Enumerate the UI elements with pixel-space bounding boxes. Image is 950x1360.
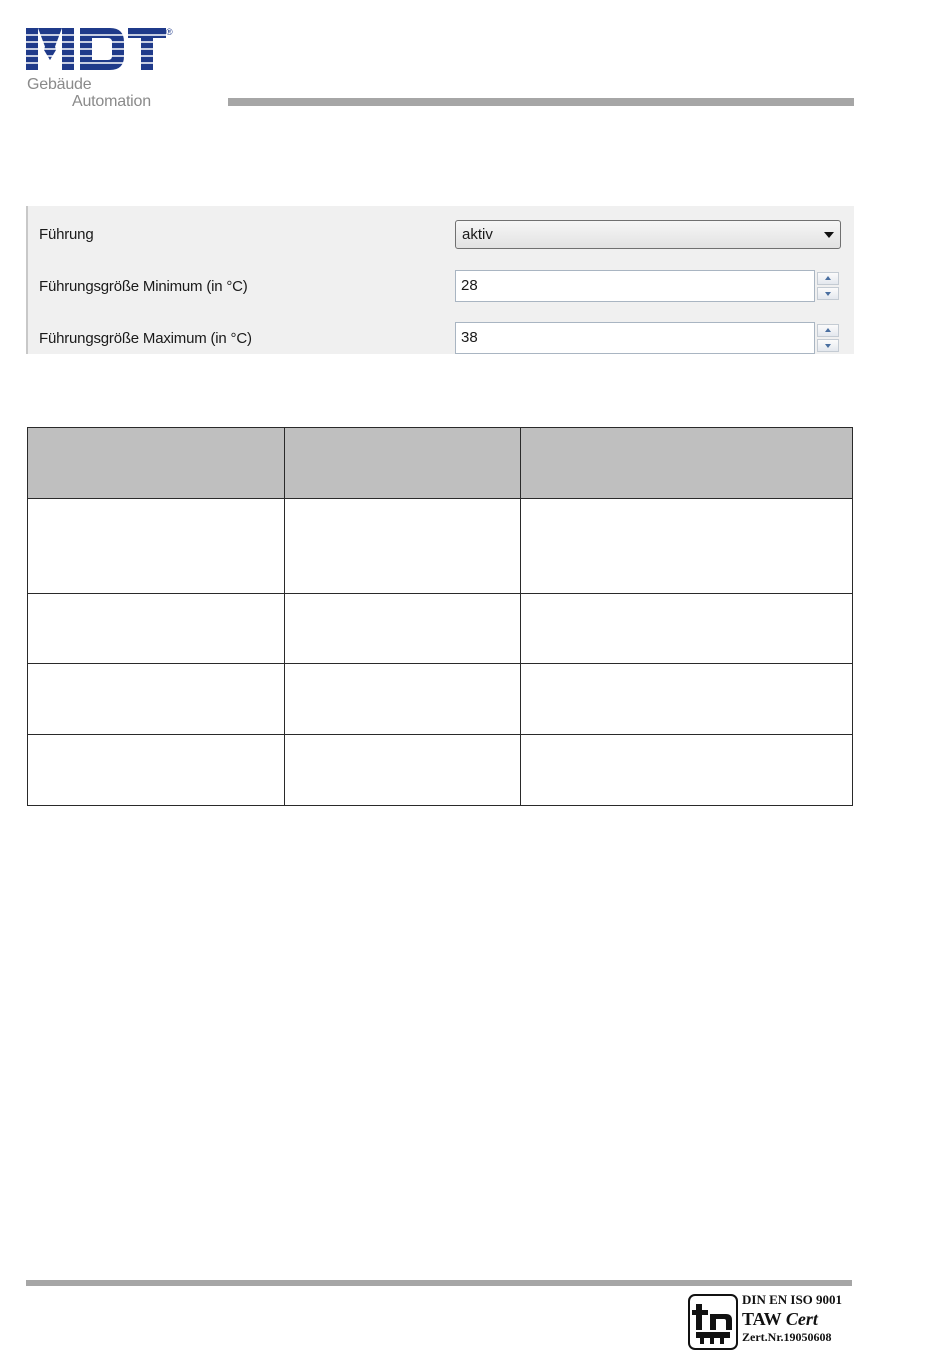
parameter-table: [27, 427, 853, 806]
svg-text:®: ®: [166, 27, 173, 37]
cert-brand-taw: TAW: [742, 1309, 782, 1329]
table-cell: [285, 499, 521, 594]
cert-brand-cert: Cert: [785, 1309, 818, 1329]
header-rule: [228, 98, 854, 106]
chevron-down-icon: [824, 232, 834, 238]
table-cell: [521, 664, 853, 735]
maximum-stepper[interactable]: [817, 324, 841, 354]
taw-cert-logo: [688, 1294, 738, 1350]
fuehrung-dropdown[interactable]: [455, 220, 841, 249]
param-label-minimum: Führungsgröße Minimum (in °C): [39, 278, 248, 295]
taw-cert-icon: [690, 1296, 736, 1348]
table-cell: [285, 735, 521, 806]
minimum-stepper[interactable]: [817, 272, 841, 302]
table-header-cell: [285, 428, 521, 499]
table-cell: [28, 664, 285, 735]
table-header-row: [28, 428, 853, 499]
dropdown-value: aktiv: [462, 226, 493, 243]
table-row: [28, 664, 853, 735]
arrow-down-icon: [825, 344, 831, 348]
table-cell: [28, 735, 285, 806]
minimum-input[interactable]: [455, 270, 815, 302]
minimum-value: 28: [461, 277, 478, 294]
table-cell: [521, 735, 853, 806]
table-cell: [285, 664, 521, 735]
minimum-increment-button[interactable]: [817, 272, 839, 285]
maximum-input[interactable]: [455, 322, 815, 354]
logo-text-gebaeude: Gebäude: [27, 76, 92, 93]
mdt-logo-mark: [26, 26, 176, 74]
table-row: [28, 499, 853, 594]
cert-number: Zert.Nr.19050608: [742, 1330, 832, 1344]
table-cell: [28, 499, 285, 594]
table-header-cell: [28, 428, 285, 499]
maximum-decrement-button[interactable]: [817, 339, 839, 352]
certification-text: [742, 1292, 842, 1345]
arrow-up-icon: [825, 276, 831, 280]
cert-standard: DIN EN ISO 9001: [742, 1292, 843, 1307]
mdt-logo: [26, 26, 176, 116]
table-cell: [285, 594, 521, 664]
param-label-maximum: Führungsgröße Maximum (in °C): [39, 330, 252, 347]
table-row: [28, 735, 853, 806]
maximum-value: 38: [461, 329, 478, 346]
cert-brand: [742, 1308, 842, 1330]
footer-rule: [26, 1280, 852, 1286]
parameter-panel: [26, 206, 854, 354]
table-row: [28, 594, 853, 664]
table-cell: [521, 594, 853, 664]
arrow-up-icon: [825, 328, 831, 332]
logo-text-automation: Automation: [72, 93, 151, 110]
minimum-decrement-button[interactable]: [817, 287, 839, 300]
table-header-cell: [521, 428, 853, 499]
param-label-fuehrung: Führung: [39, 226, 94, 243]
maximum-increment-button[interactable]: [817, 324, 839, 337]
table-cell: [28, 594, 285, 664]
table-cell: [521, 499, 853, 594]
arrow-down-icon: [825, 292, 831, 296]
